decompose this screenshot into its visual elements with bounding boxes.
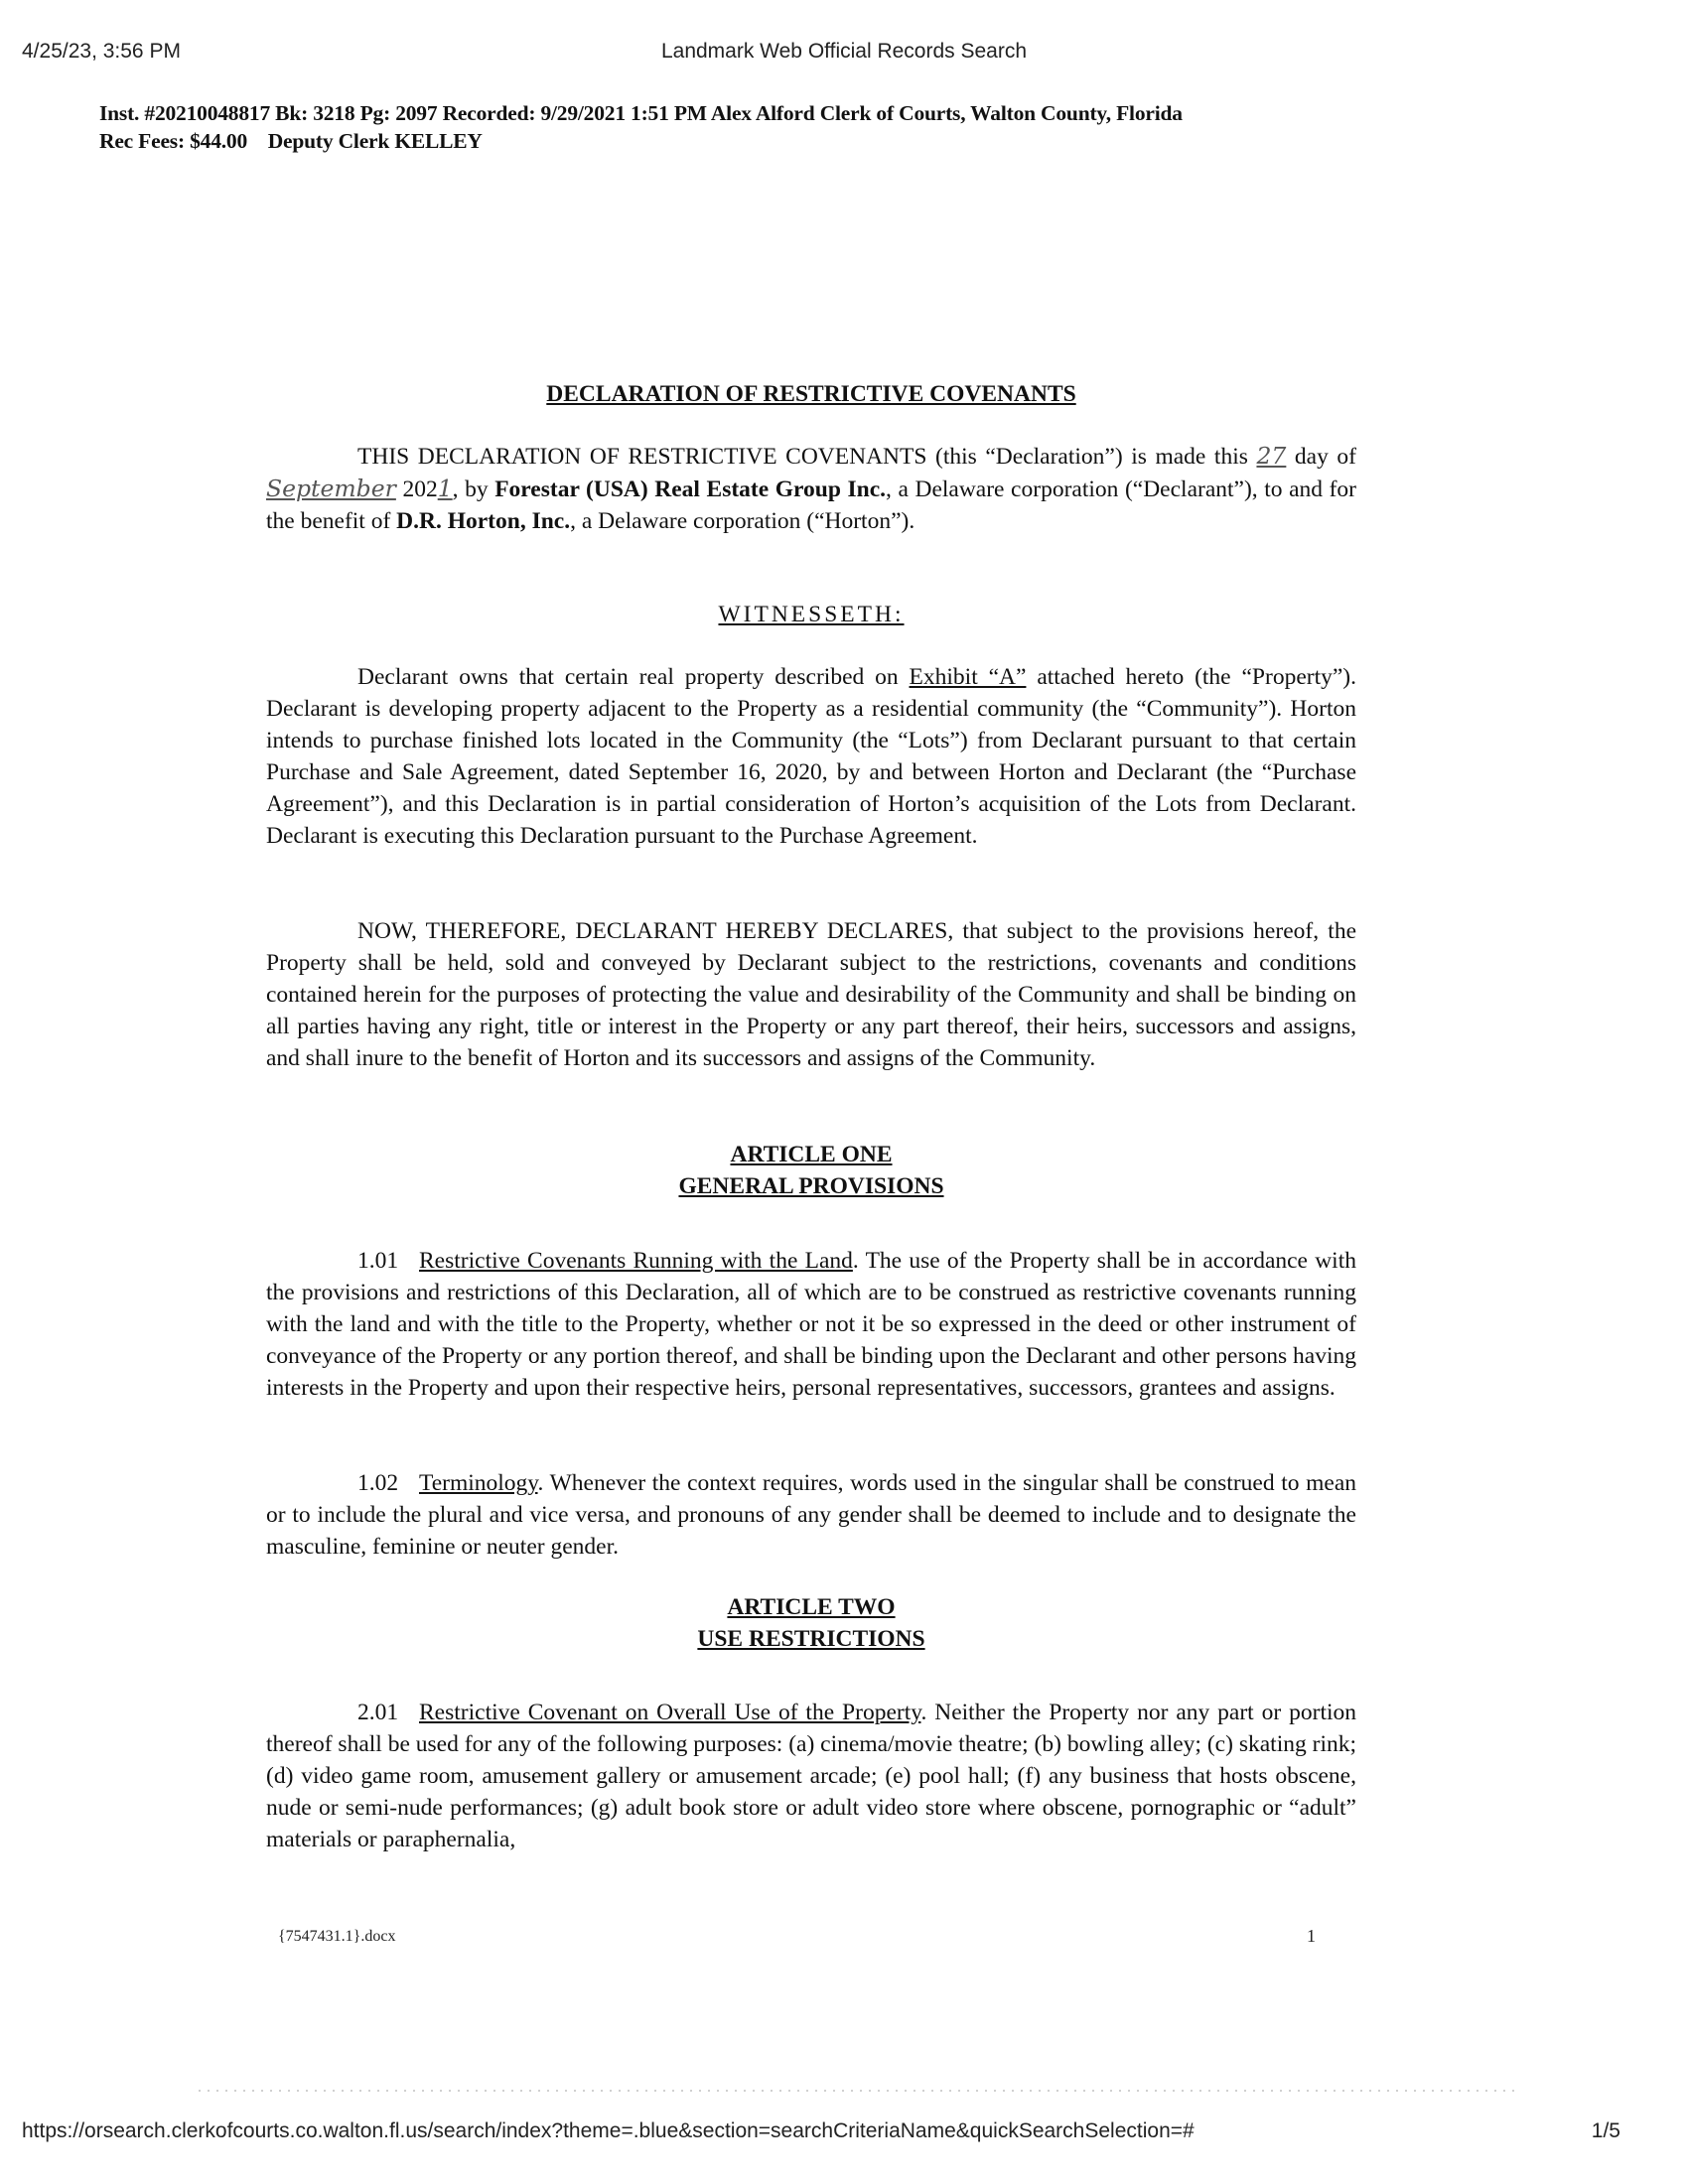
now-therefore-block (266, 915, 1356, 1074)
document-file-id: {7547431.1}.docx (278, 1928, 396, 1945)
recording-stamp-line1: Inst. #20210048817 Bk: 3218 Pg: 2097 Recorded: 9/29/2021 1:51 PM Alex Alford Clerk of Courts, Walton County, Florida (99, 101, 1183, 125)
section-body: . The use of the Property shall be in accordance with the provisions and restrictions of this Declaration, all of which are to be construed as restrictive covenants running with the land and with the title to the Property, whether or not it be so expressed in the deed or other instrument of conveyance of the Property or any portion thereof, and shall be binding upon the Declarant and other persons having interests in the Property and upon their respective heirs, personal representatives, successors, grantees and assigns. (266, 1248, 1356, 1401)
recording-stamp (99, 99, 1183, 155)
section-title: Terminology (419, 1470, 538, 1496)
intro-text: day of (1286, 444, 1356, 470)
intro-text: , a Delaware corporation (“Declarant”), to and for the benefit of (266, 477, 1357, 534)
section-body: . Whenever the context requires, words used in the singular shall be construed to mean or to include the plural and vice versa, and pronouns of any gender shall be deemed to include and to designate the masculine, feminine or neuter gender. (266, 1470, 1356, 1560)
section-paragraph (266, 1697, 1356, 1855)
article-two-heading (266, 1591, 1356, 1655)
beneficiary-name: D.R. Horton, Inc. (396, 508, 571, 534)
intro-block (266, 440, 1356, 537)
handwritten-year-digit: 1 (437, 475, 453, 502)
print-footer (0, 2119, 1688, 2149)
article-one-number: ARTICLE ONE (730, 1142, 893, 1167)
section-title: Restrictive Covenants Running with the Land (419, 1248, 853, 1274)
section-2-01 (266, 1697, 1356, 1855)
print-page-title: Landmark Web Official Records Search (660, 40, 1028, 63)
witnesseth-block (266, 599, 1356, 630)
section-1-02 (266, 1467, 1356, 1563)
document-page-number: 1 (1307, 1926, 1316, 1946)
section-paragraph (266, 1467, 1356, 1563)
document-title-block (266, 378, 1356, 410)
recital-text: attached hereto (the “Property”). Declarant is developing property adjacent to the Property as a residential community (the “Community”). Horton intends to purchase finished lots located in the Community (the “Lots”) from Declarant pursuant to that certain Purchase and Sale Agreement, dated September 16, 2020, by and between Horton and Declarant (the “Purchase Agreement”), and this Declaration is in partial consideration of Horton’s acquisition of the Lots from Declarant. Declarant is executing this Declaration pursuant to the Purchase Agreement. (266, 664, 1356, 849)
article-one-heading (266, 1139, 1356, 1202)
section-title: Restrictive Covenant on Overall Use of the Property (419, 1700, 921, 1725)
intro-text: THIS DECLARATION OF RESTRICTIVE COVENANTS (this “Declaration”) is made this (357, 444, 1257, 470)
intro-text: , a Delaware corporation (“Horton”). (570, 508, 915, 534)
article-one-title: GENERAL PROVISIONS (678, 1173, 944, 1199)
article-two-number: ARTICLE TWO (727, 1594, 896, 1620)
print-header (0, 40, 1688, 69)
section-paragraph (266, 1245, 1356, 1404)
print-url: https://orsearch.clerkofcourts.co.walton.fl.us/search/index?theme=.blue&section=searchCriteriaName&quickSearchSelection=# (22, 2119, 1195, 2142)
intro-text: 202 (395, 477, 438, 502)
declarant-name: Forestar (USA) Real Estate Group Inc. (494, 477, 887, 502)
witnesseth-heading: WITNESSETH: (718, 602, 905, 627)
recital-block (266, 661, 1356, 852)
scan-artifact-line (199, 2090, 1519, 2092)
intro-text: , by (452, 477, 495, 502)
recording-stamp-line2: Rec Fees: $44.00 Deputy Clerk KELLEY (99, 129, 483, 153)
recital-paragraph (266, 661, 1356, 852)
section-number: 1.01 (357, 1248, 399, 1274)
handwritten-day: 27 (1256, 442, 1287, 470)
section-1-01 (266, 1245, 1356, 1404)
section-body: . Neither the Property nor any part or portion thereof shall be used for any of the following purposes: (a) cinema/movie theatre; (b) bowling alley; (c) skating rink; (d) video game room, amusement gallery or amusement arcade; (e) pool hall; (f) any business that hosts obscene, nude or semi-nude performances; (g) adult book store or adult video store where obscene, pornographic or “adult” materials or paraphernalia, (266, 1700, 1356, 1852)
print-page-indicator: 1/5 (1591, 2119, 1620, 2142)
exhibit-a-reference: Exhibit “A” (909, 664, 1027, 690)
print-datetime: 4/25/23, 3:56 PM (22, 40, 181, 63)
section-number: 2.01 (357, 1700, 399, 1725)
now-therefore-paragraph: NOW, THEREFORE, DECLARANT HEREBY DECLARES, that subject to the provisions hereof, the Property shall be held, sold and conveyed by Declarant subject to the restrictions, covenants and conditions contained herein for the purposes of protecting the value and desirability of the Community and shall be binding on all parties having any right, title or interest in the Property or any part thereof, their heirs, successors and assigns, and shall inure to the benefit of Horton and its successors and assigns of the Community. (266, 918, 1356, 1071)
article-two-title: USE RESTRICTIONS (697, 1626, 925, 1652)
intro-paragraph (266, 440, 1356, 537)
section-number: 1.02 (357, 1470, 399, 1496)
handwritten-month: September (266, 475, 396, 502)
recital-text: Declarant owns that certain real property described on (357, 664, 910, 690)
document-title: DECLARATION OF RESTRICTIVE COVENANTS (546, 381, 1076, 407)
